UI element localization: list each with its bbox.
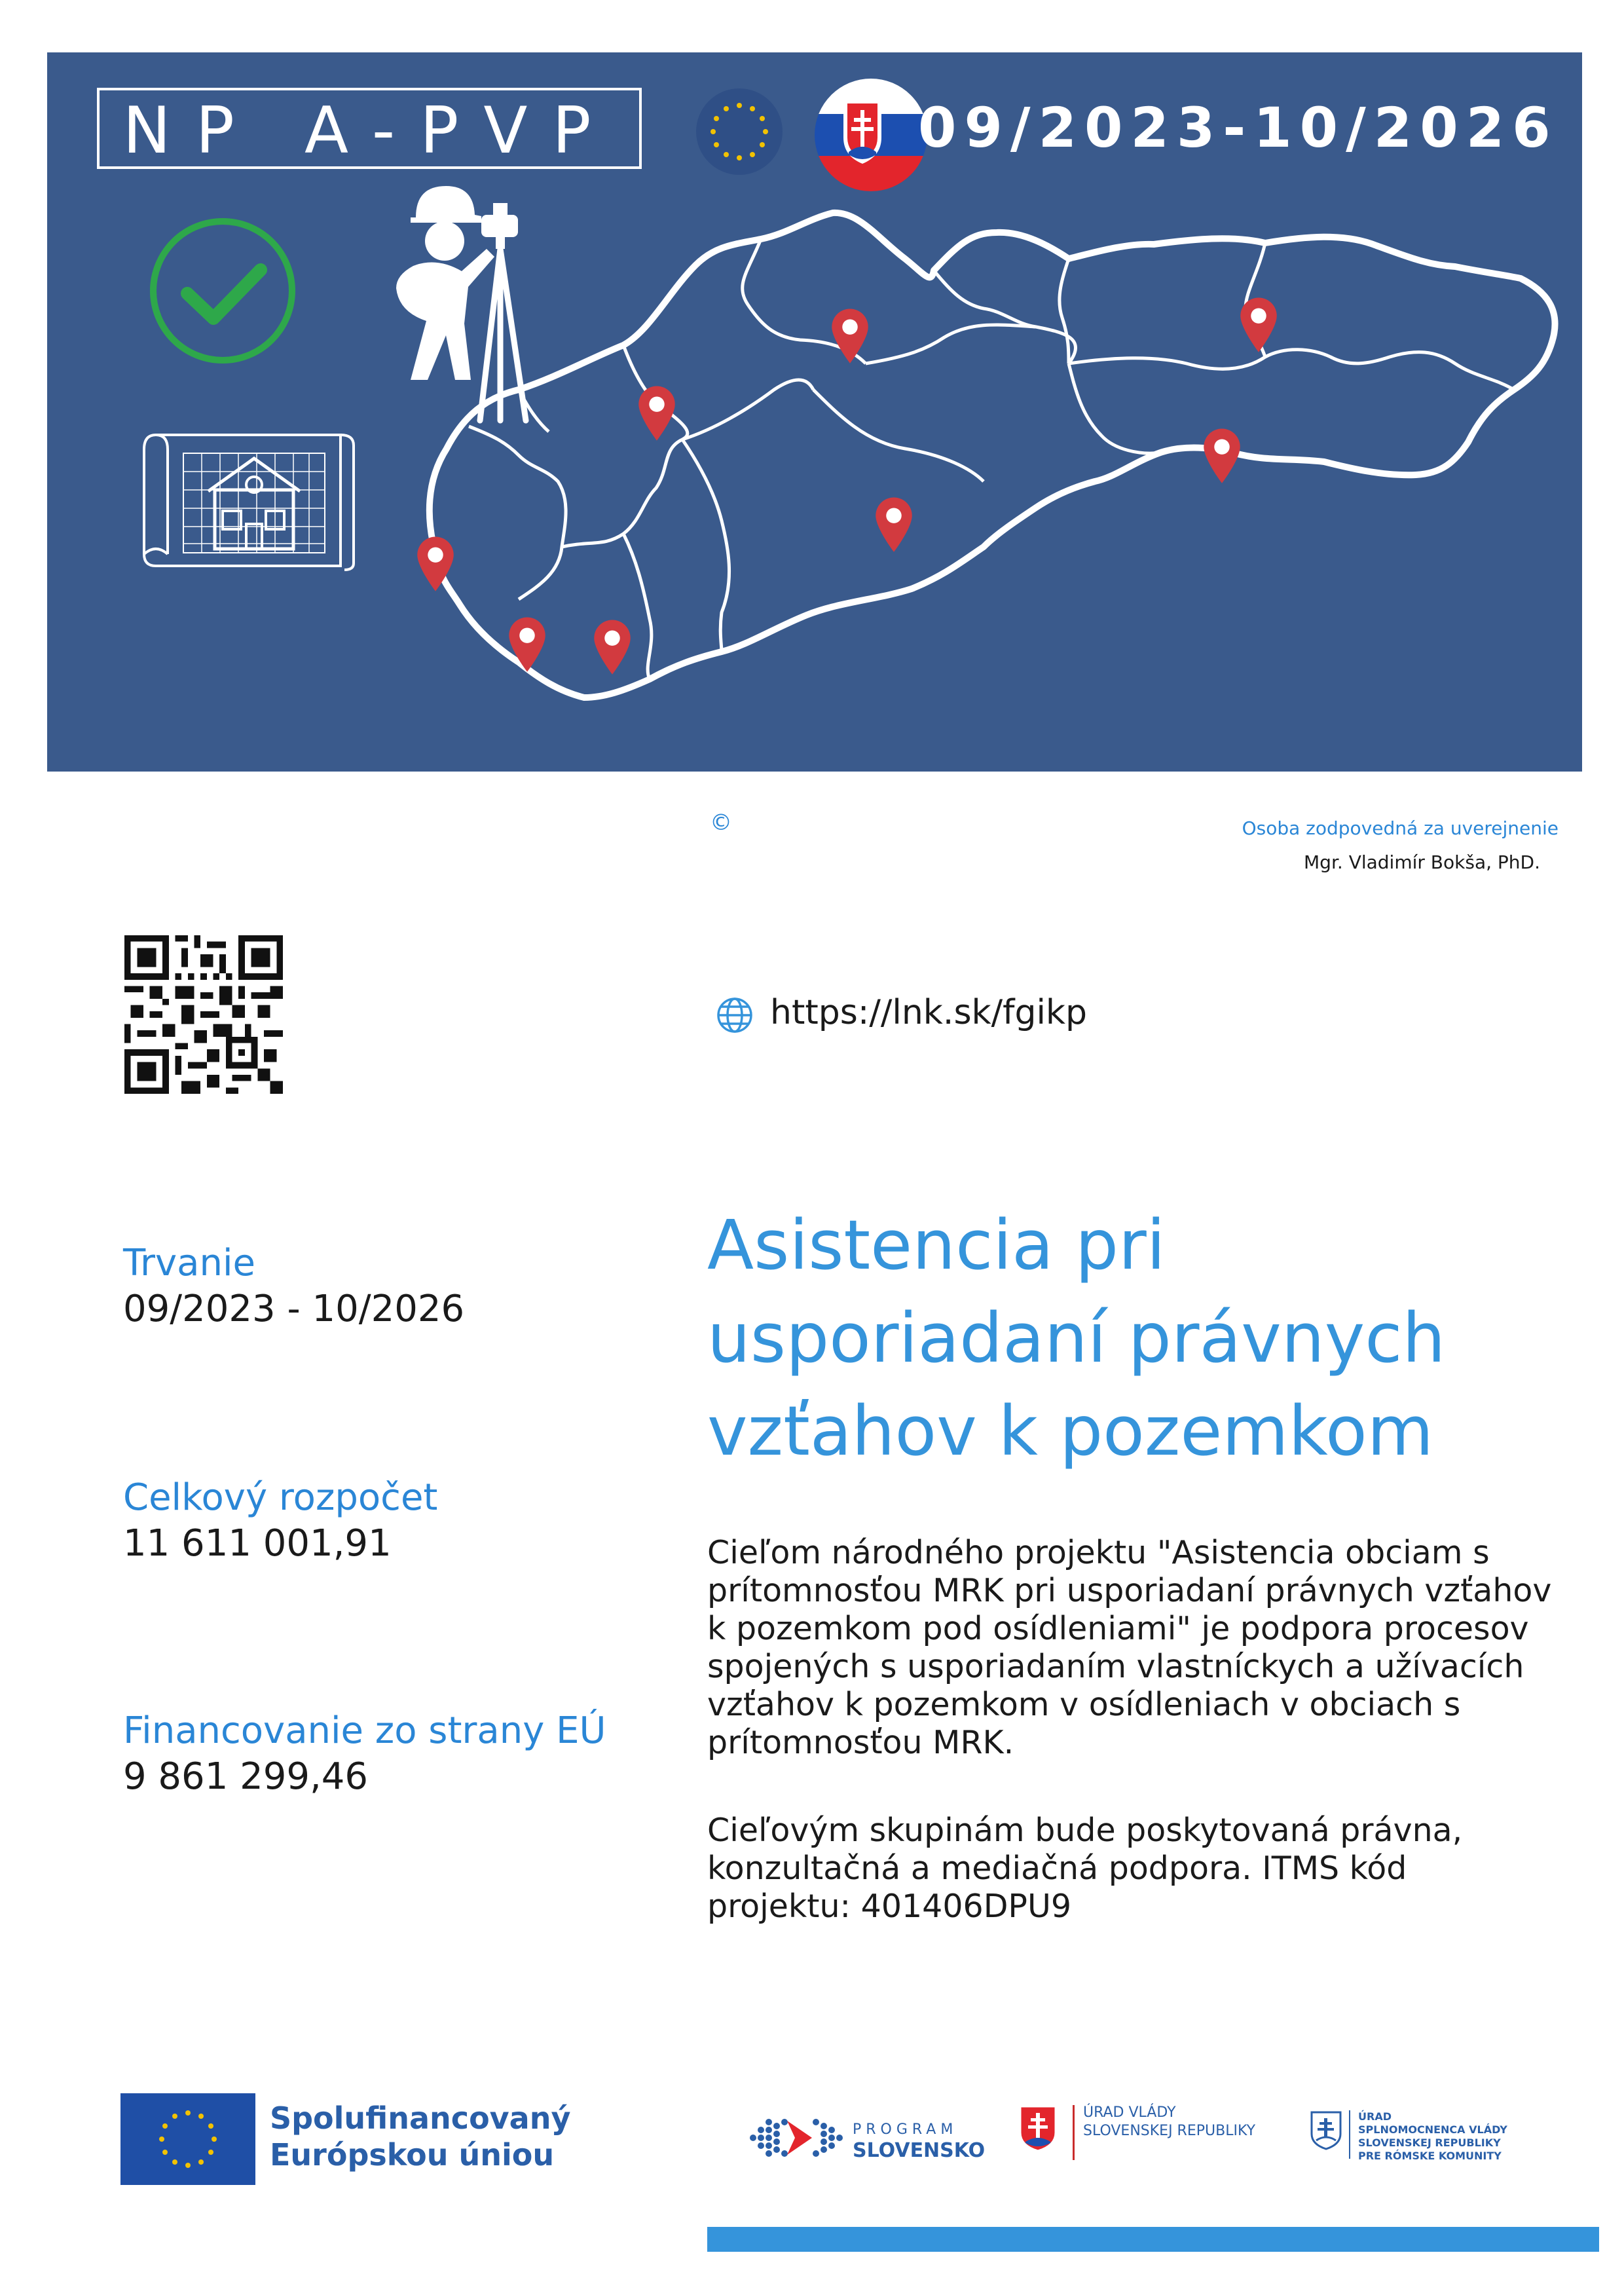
slovakia-regions-map [407,193,1586,770]
location-pin-icon [873,494,915,553]
eu-cofinanced-line-2: Európskou úniou [270,2137,555,2173]
title-line-1: Asistencia pri [707,1205,1166,1285]
location-pin-icon [1238,295,1280,354]
budget-value: 11 611 001,91 [123,1522,392,1565]
plenipotentiary-text [1358,2110,1507,2163]
uv-line-2: SLOVENSKEJ REPUBLIKY [1083,2123,1256,2139]
plenipotentiary-crest-icon [1310,2110,1342,2151]
house-plan-icon [131,419,361,571]
eu-cofinanced-line-1: Spolufinancovaný [270,2100,571,2136]
government-office-crest-icon [1018,2104,1058,2154]
ur-line-1: ÚRAD [1358,2110,1392,2123]
location-pin-icon [829,306,871,365]
responsible-person-label: Osoba zodpovedná za uverejnenie [1242,817,1559,839]
location-pin-icon [591,617,633,676]
eu-circle-logo-icon [693,85,786,178]
copyright-symbol: © [710,810,732,836]
qr-code-icon[interactable] [124,935,283,1094]
government-office-text [1083,2104,1255,2140]
ur-line-3: SLOVENSKEJ REPUBLIKY [1358,2136,1501,2149]
project-dates: 09/2023-10/2026 [918,96,1559,160]
location-pin-icon [1201,426,1243,485]
banner [47,52,1582,772]
ur-line-2: SPLNOMOCNENCA VLÁDY [1358,2123,1507,2136]
responsible-person-name: Mgr. Vladimír Bokša, PhD. [1304,851,1540,873]
program-slovensko-logo-icon [747,2112,851,2164]
slovensko-label: SLOVENSKO [853,2139,986,2162]
bottom-accent-bar [707,2227,1599,2252]
description-paragraph: Cieľom národného projektu "Asistencia obciam s prítomnosťou MRK pri usporiadaní právnych vzťahov k pozemkom pod osídleniami" je podpora procesov spojených s usporiadaním vlastníckych a užívacích vzťahov k pozemkom v osídleniach v obciach s prítomnosťou MRK. [707,1534,1552,1761]
program-slovensko-text [853,2119,985,2161]
budget-label: Celkový rozpočet [123,1476,438,1519]
eu-cofinanced-text [270,2100,570,2173]
duration-label: Trvanie [123,1242,255,1284]
check-icon [147,215,299,367]
program-label: PROGRAM [853,2121,958,2138]
eu-funding-value: 9 861 299,46 [123,1755,369,1798]
location-pin-icon [636,383,678,442]
project-code: NP A-PVP [97,88,642,169]
title-line-3: vzťahov k pozemkom [707,1391,1434,1471]
divider [1349,2110,1350,2159]
location-pin-icon [506,614,548,673]
project-link[interactable]: https://lnk.sk/fgikp [770,993,1088,1032]
title-line-2: usporiadaní právnych [707,1298,1446,1378]
duration-value: 09/2023 - 10/2026 [123,1288,465,1330]
project-title [707,1199,1559,1478]
divider [1073,2105,1075,2160]
uv-line-1: ÚRAD VLÁDY [1083,2104,1176,2121]
slovak-flag-icon [808,72,934,198]
eu-flag-icon [120,2093,255,2185]
eu-funding-label: Financovanie zo strany EÚ [123,1709,606,1752]
location-pin-icon [415,534,456,593]
ur-line-4: PRE RÓMSKE KOMUNITY [1358,2150,1502,2162]
globe-icon [715,996,754,1035]
target-groups-paragraph: Cieľovým skupinám bude poskytovaná právna, konzultačná a mediačná podpora. ITMS kód projektu: 401406DPU9 [707,1812,1463,1925]
